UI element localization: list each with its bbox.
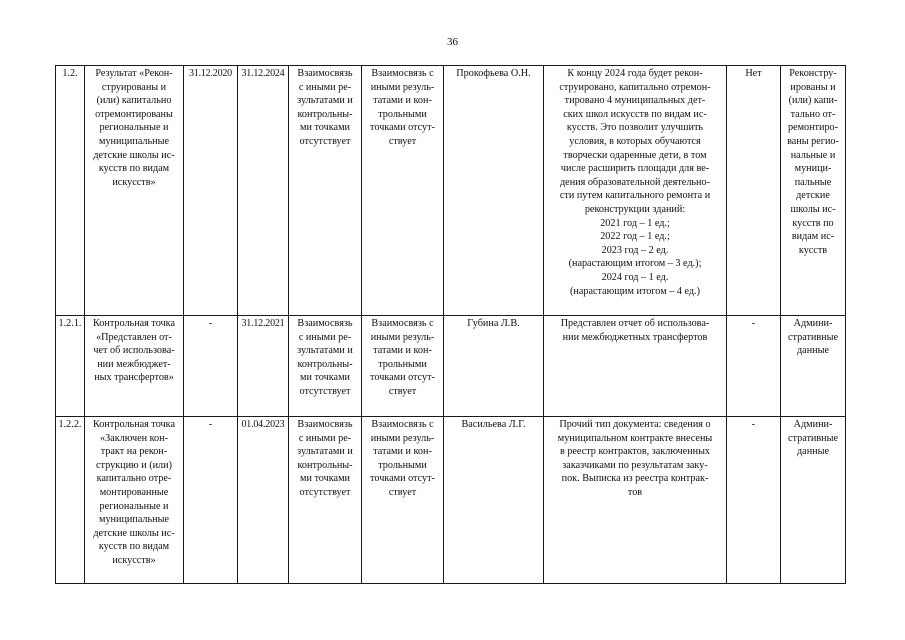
row-name: Контрольная точка «Заключен кон- тракт на рекон- струкцию и (или) капитально отре- монтированные региональные и муниципальные детские школы ис- кусств по видам искусств» bbox=[85, 417, 184, 584]
info-system: - bbox=[727, 417, 781, 584]
page-number: 36 bbox=[447, 36, 458, 48]
info-system: Нет bbox=[727, 66, 781, 316]
link-control-points: Взаимосвязь с иными резуль- татами и кон- трольными точками отсут- ствует bbox=[362, 316, 444, 417]
start-date: - bbox=[184, 316, 238, 417]
row-number: 1.2.1. bbox=[56, 316, 85, 417]
responsible-person: Васильева Л.Г. bbox=[444, 417, 544, 584]
end-date: 31.12.2024 bbox=[238, 66, 289, 316]
row-name: Контрольная точка «Представлен от- чет об использова- нии межбюджет- ных трансфертов» bbox=[85, 316, 184, 417]
responsible-person: Прокофьева О.Н. bbox=[444, 66, 544, 316]
start-date: - bbox=[184, 417, 238, 584]
info-system: - bbox=[727, 316, 781, 417]
end-date: 31.12.2021 bbox=[238, 316, 289, 417]
control-points-table bbox=[55, 65, 846, 584]
start-date: 31.12.2020 bbox=[184, 66, 238, 316]
link-results: Взаимосвязь с иными ре- зультатами и контрольны- ми точками отсутствует bbox=[289, 417, 362, 584]
link-control-points: Взаимосвязь с иными резуль- татами и кон- трольными точками отсут- ствует bbox=[362, 417, 444, 584]
responsible-person: Губина Л.В. bbox=[444, 316, 544, 417]
link-control-points: Взаимосвязь с иными резуль- татами и кон- трольными точками отсут- ствует bbox=[362, 66, 444, 316]
data-source: Реконстру- ированы и (или) капи- тально от- ремонтиро- ваны регио- нальные и муници- пальные детские школы ис- кусств по видам ис- кусств bbox=[781, 66, 846, 316]
row-description: Представлен отчет об использова- нии межбюджетных трансфертов bbox=[544, 316, 727, 417]
link-results: Взаимосвязь с иными ре- зультатами и контрольны- ми точками отсутствует bbox=[289, 66, 362, 316]
link-results: Взаимосвязь с иными ре- зультатами и контрольны- ми точками отсутствует bbox=[289, 316, 362, 417]
row-description: Прочий тип документа: сведения о муниципальном контракте внесены в реестр контрактов, заключенных заказчиками по результатам заку- пок. Выписка из реестра контрак- тов bbox=[544, 417, 727, 584]
end-date: 01.04.2023 bbox=[238, 417, 289, 584]
row-description: К концу 2024 года будет рекон- струировано, капитально отремон- тировано 4 муниципальных дет- ских школ искусств по видам ис- кусств. Это позволит улучшить условия, в которых обучаются творчески одаренные дети, в том числе расширить площади для ве- дения образовательной деятельно- сти путем капитального ремонта и реконструкции зданий: 2021 год – 1 ед.; 2022 год – 1 ед.; 2023 год – 2 ед. (нарастающим итогом – 3 ед.); 2024 год – 1 ед. (нарастающим итогом – 4 ед.) bbox=[544, 66, 727, 316]
row-number: 1.2.2. bbox=[56, 417, 85, 584]
table-row bbox=[56, 316, 846, 417]
data-source: Админи- стративные данные bbox=[781, 417, 846, 584]
table-row bbox=[56, 66, 846, 316]
data-source: Админи- стративные данные bbox=[781, 316, 846, 417]
row-number: 1.2. bbox=[56, 66, 85, 316]
row-name: Результат «Рекон- струированы и (или) капитально отремонтированы региональные и муниципальные детские школы ис- кусств по видам искусств» bbox=[85, 66, 184, 316]
table-row bbox=[56, 417, 846, 584]
